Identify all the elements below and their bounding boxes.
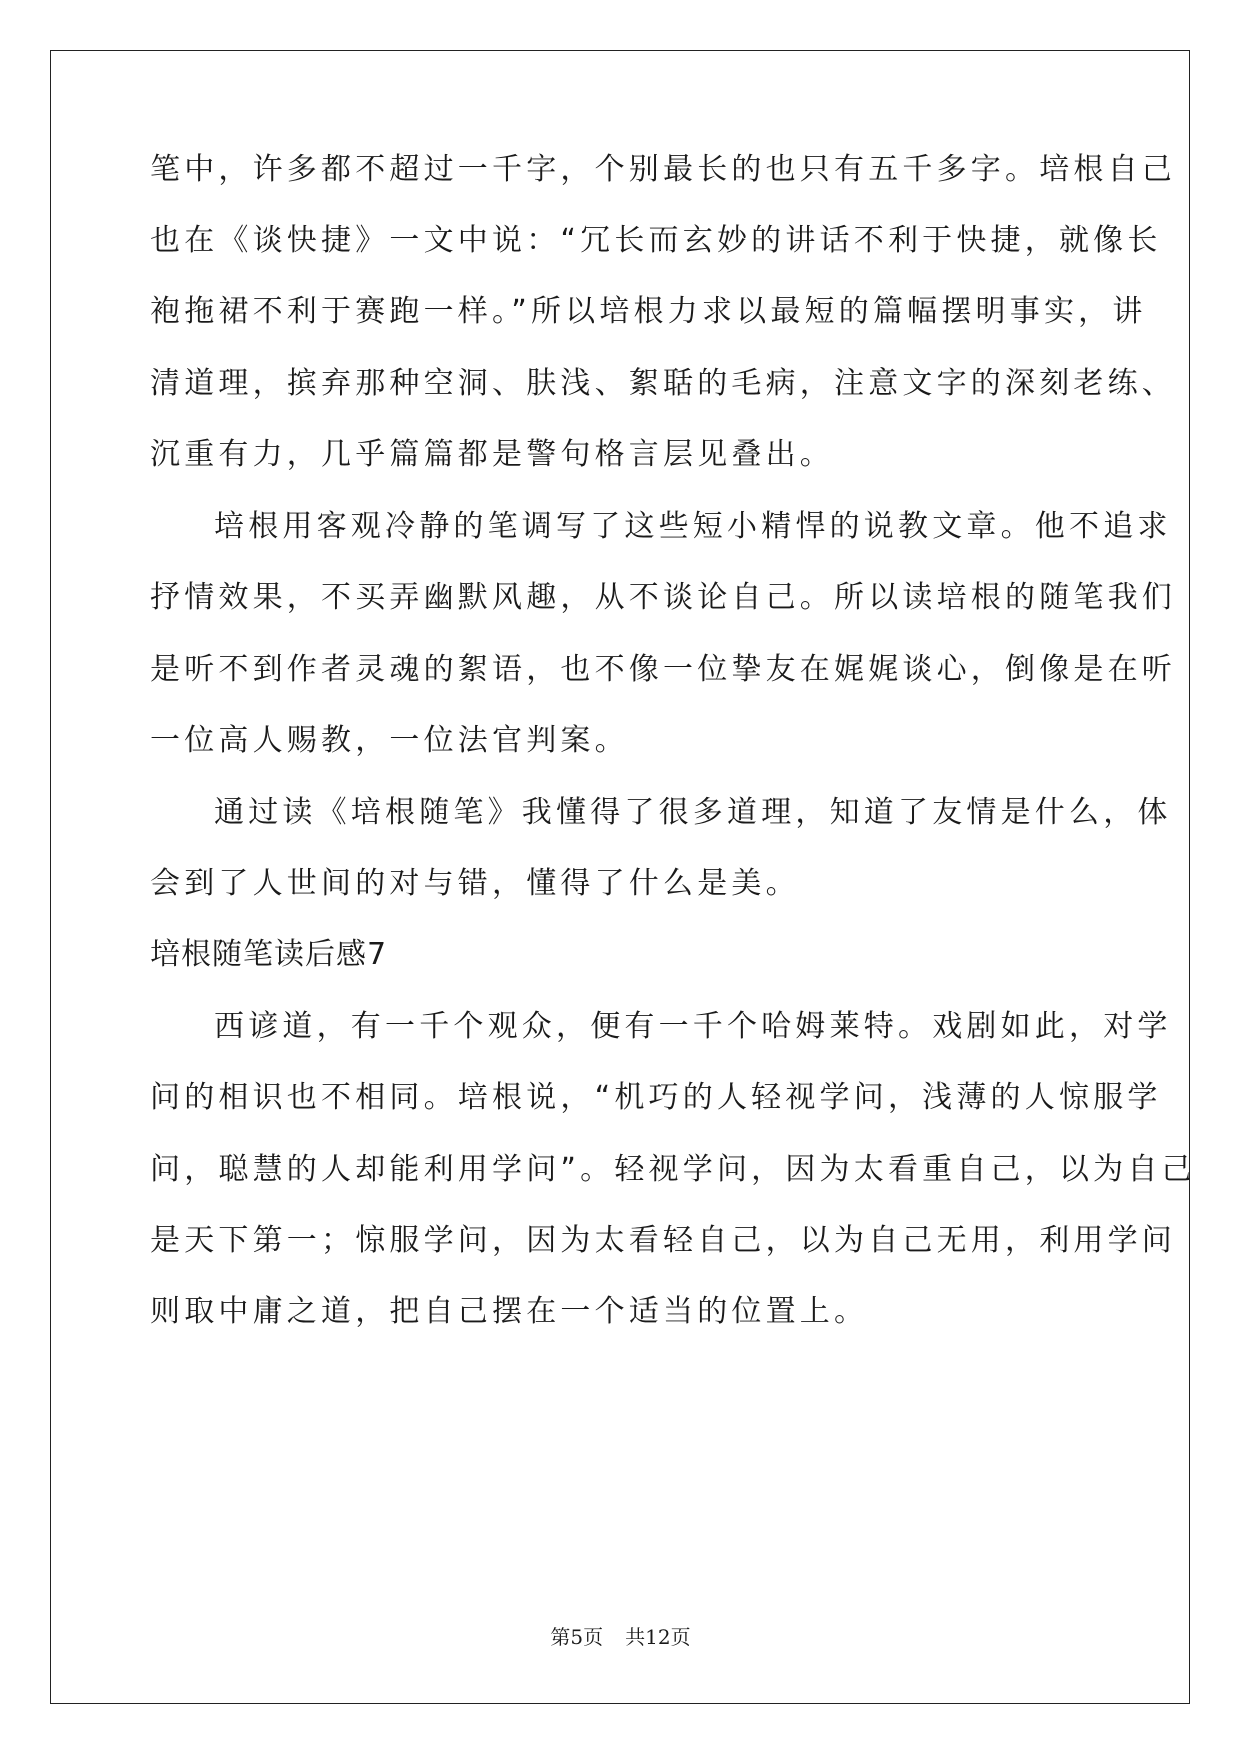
body-text-line: 沉重有力，几乎篇篇都是警句格言层见叠出。 xyxy=(150,437,834,472)
body-text-line: 培根用客观冷静的笔调写了这些短小精悍的说教文章。他不追求 xyxy=(214,509,1172,544)
body-text-line: 清道理，摈弃那种空洞、肤浅、絮聒的毛病，注意文字的深刻老练、 xyxy=(150,366,1176,401)
body-text-line: 西谚道，有一千个观众，便有一千个哈姆莱特。戏剧如此，对学 xyxy=(214,1009,1172,1044)
body-text-line: 袍拖裙不利于赛跑一样。”所以培根力求以最短的篇幅摆明事实，讲 xyxy=(150,294,1147,329)
body-text-line: 会到了人世间的对与错，懂得了什么是美。 xyxy=(150,866,800,901)
section-heading: 培根随笔读后感7 xyxy=(150,937,388,972)
body-text-line: 问，聪慧的人却能利用学问”。轻视学问，因为太看重自己，以为自己 xyxy=(150,1152,1196,1187)
body-text-line: 笔中，许多都不超过一千字，个别最长的也只有五千多字。培根自己 xyxy=(150,152,1176,187)
page-total: 共12页 xyxy=(625,1625,691,1649)
body-text-line: 一位高人赐教，一位法官判案。 xyxy=(150,723,629,758)
body-text-line: 也在《谈快捷》一文中说：“冗长而玄妙的讲话不利于快捷，就像长 xyxy=(150,223,1162,258)
page-number: 第5页 xyxy=(550,1625,604,1649)
body-text-line: 通过读《培根随笔》我懂得了很多道理，知道了友情是什么，体 xyxy=(214,795,1172,830)
body-text-line: 抒情效果，不买弄幽默风趣，从不谈论自己。所以读培根的随笔我们 xyxy=(150,580,1176,615)
page-footer xyxy=(0,1624,1241,1650)
body-text-line: 是听不到作者灵魂的絮语，也不像一位挚友在娓娓谈心，倒像是在听 xyxy=(150,652,1176,687)
body-text-line: 是天下第一；惊服学问，因为太看轻自己，以为自己无用，利用学问 xyxy=(150,1223,1176,1258)
body-text-line: 则取中庸之道，把自己摆在一个适当的位置上。 xyxy=(150,1294,869,1329)
body-text-line: 问的相识也不相同。培根说，“机巧的人轻视学问，浅薄的人惊服学 xyxy=(150,1080,1162,1115)
